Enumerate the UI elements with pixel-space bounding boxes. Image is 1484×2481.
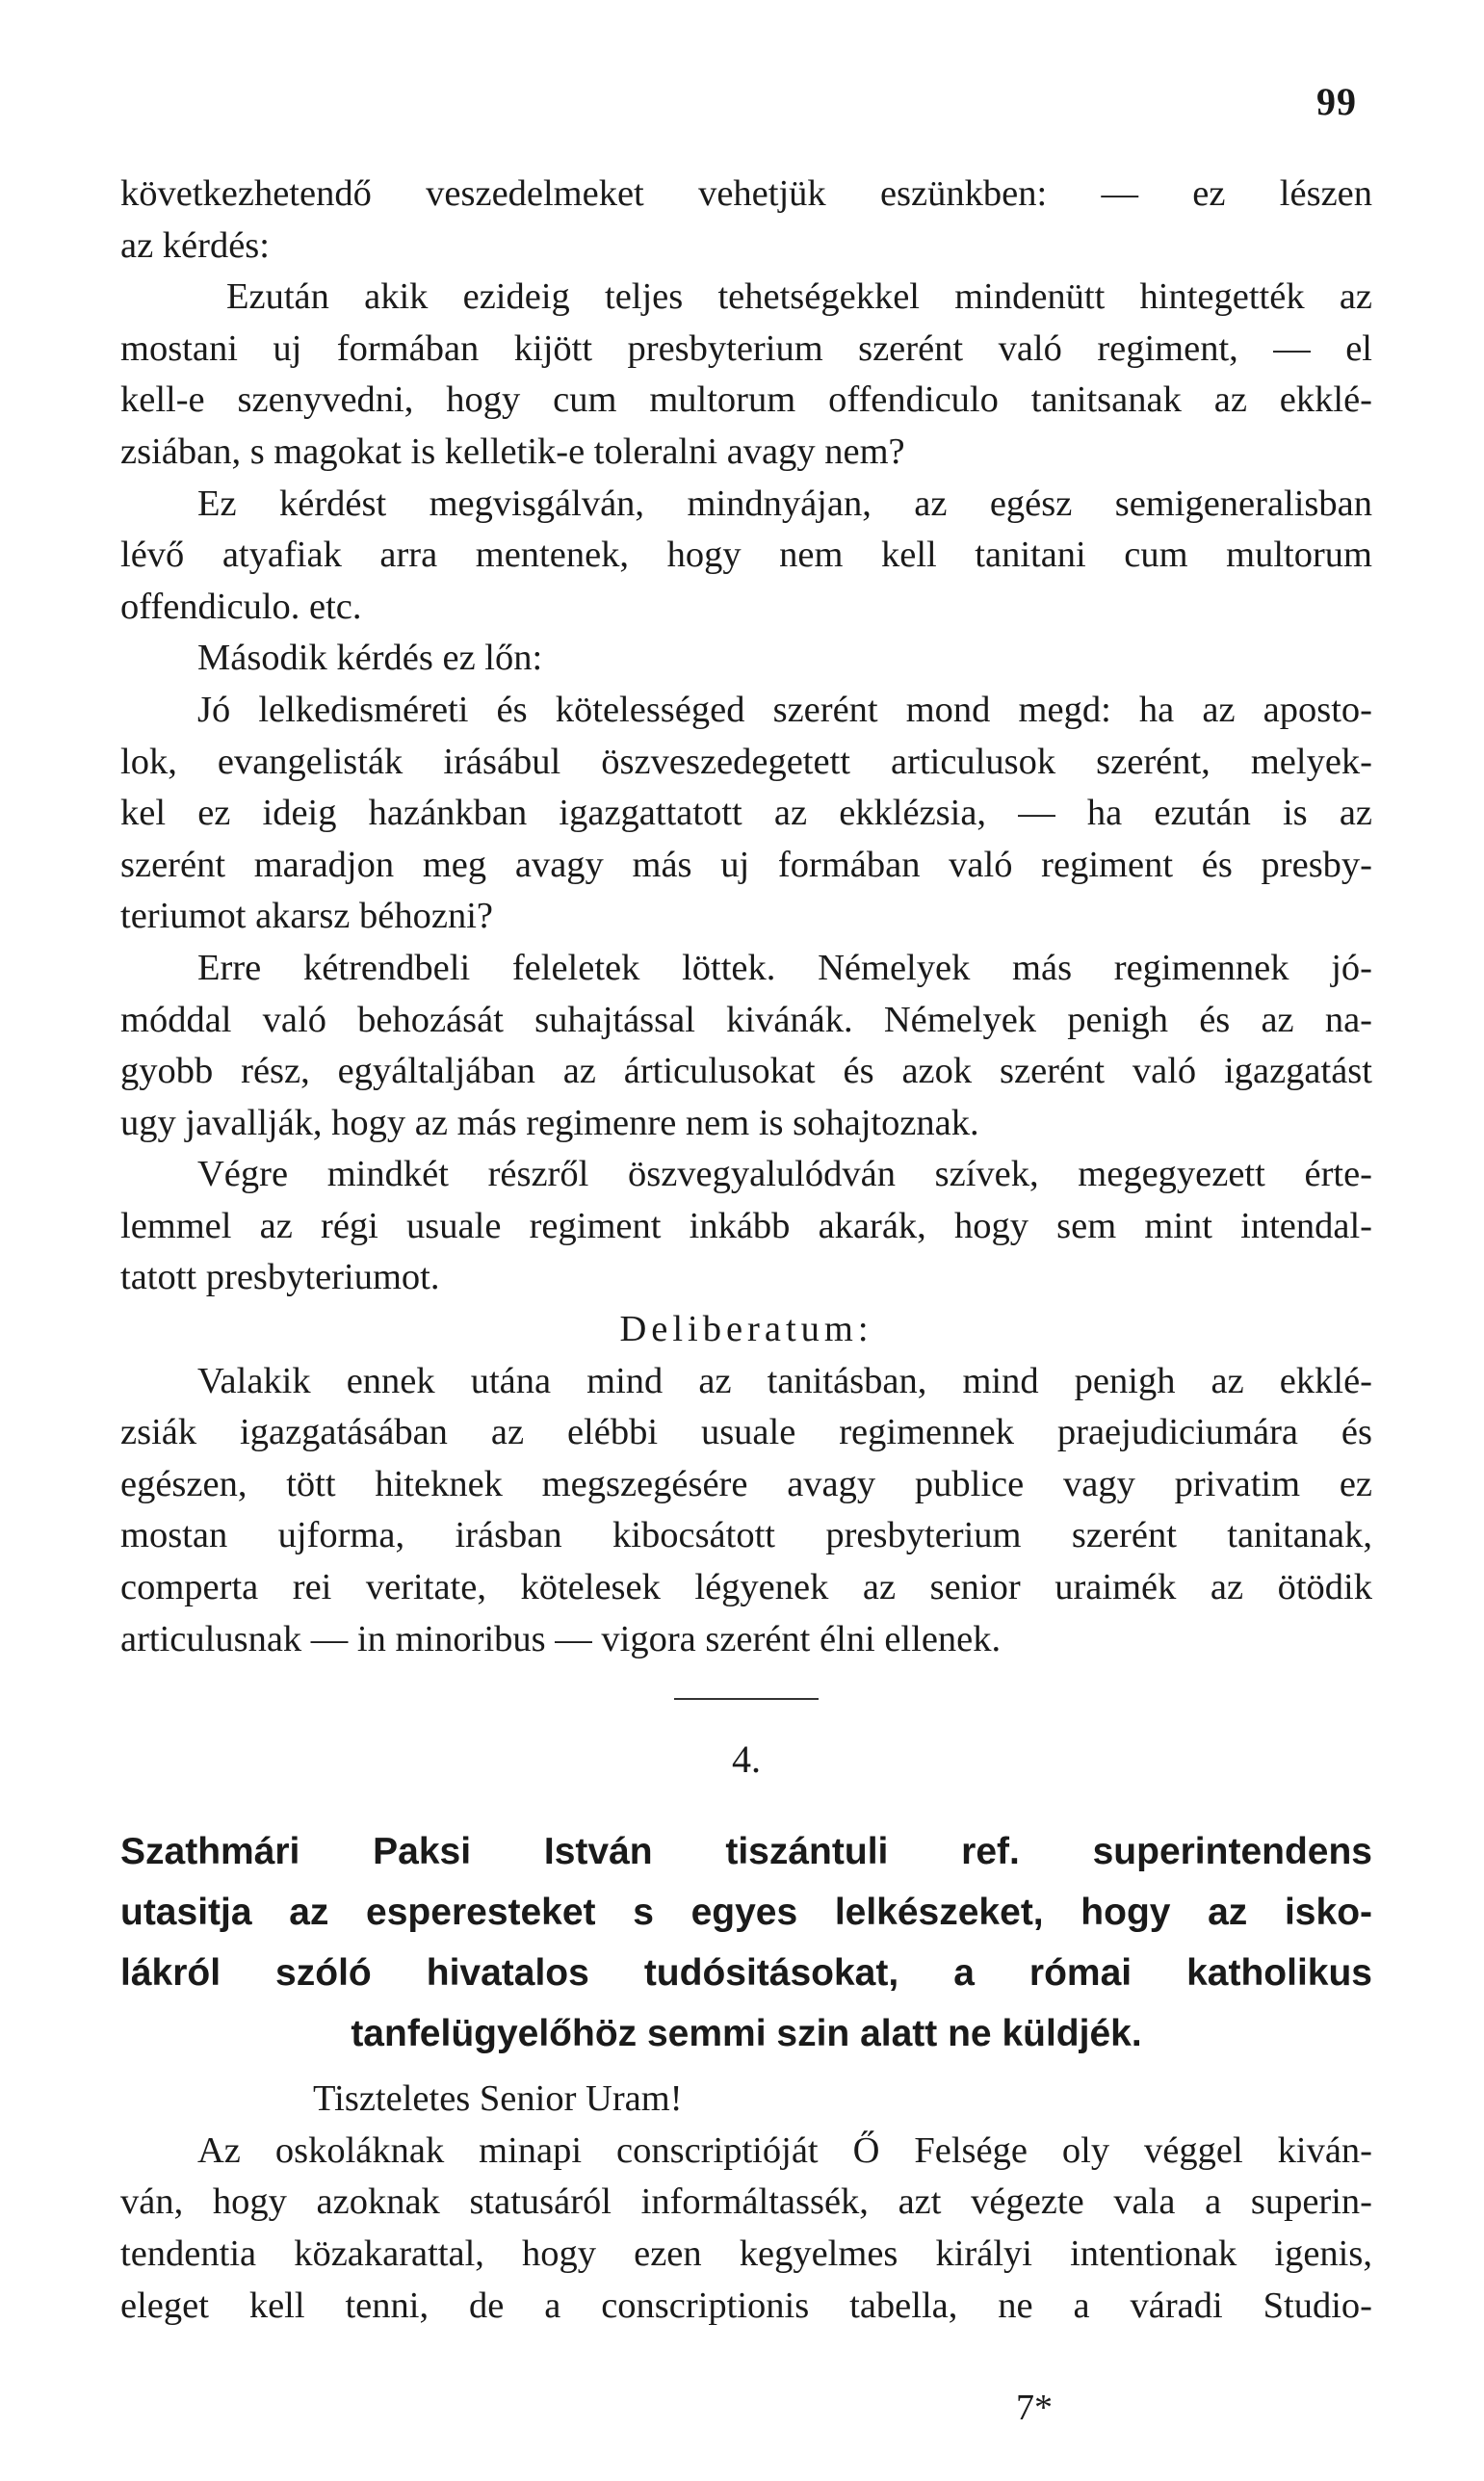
text-line: az kérdés: xyxy=(120,224,270,266)
text-line: kel ez ideig hazánkban igazgattatott az ekklézsia, — ha ezután is az xyxy=(120,793,1372,834)
text-line: szerént maradjon meg avagy más uj formában való regiment és presby- xyxy=(120,844,1372,885)
paragraph-second-question xyxy=(120,685,1372,943)
text-line: zsiában, s magokat is kelletik-e toleralni avagy nem? xyxy=(120,431,905,472)
paragraph-first-question xyxy=(120,272,1372,478)
section-number: 4. xyxy=(732,1737,761,1782)
text-line: Jó lelkedisméreti és kötelességed szerént mond megd: ha az aposto- xyxy=(197,689,1372,730)
text-line: mostan ujforma, irásban kibocsátott presbyterium szerént tanitanak, xyxy=(120,1515,1372,1556)
text-line: mostani uj formában kijött presbyterium szerént való regiment, — el xyxy=(120,327,1372,369)
text-line: eleget kell tenni, de a conscriptionis tabella, ne a váradi Studio- xyxy=(120,2285,1372,2326)
text-line: Ezután akik ezideig teljes tehetségekkel mindenütt hintegették az xyxy=(226,276,1372,318)
text-line: comperta rei veritate, kötelesek légyenek az senior uraimék az ötödik xyxy=(120,1567,1372,1608)
text-line: ugy javallják, hogy az más regimenre nem is sohajtoznak. xyxy=(120,1102,979,1143)
heading-line: tanfelügyelőhöz semmi szin alatt ne küldjék. xyxy=(351,2013,1142,2055)
text-line: gyobb rész, egyáltaljában az árticulusokat és azok szerént való igazgatást xyxy=(120,1051,1372,1092)
second-question-label: Második kérdés ez lőn: xyxy=(197,638,543,679)
signature-mark: 7* xyxy=(1016,2388,1053,2428)
text-line: teriumot akarsz béhozni? xyxy=(120,896,493,937)
paragraph-agreement xyxy=(120,1149,1372,1304)
paragraph-deliberatum xyxy=(120,1356,1372,1666)
paragraph-letter xyxy=(120,2126,1372,2332)
heading-line: Szathmári Paksi István tiszántuli ref. superintendens xyxy=(120,1831,1372,1873)
text-line: kell-e szenyvedni, hogy cum multorum offendiculo tanitsanak az ekklé- xyxy=(120,379,1372,421)
text-line: zsiák igazgatásában az elébbi usuale regimennek praejudiciumára és xyxy=(120,1412,1372,1453)
paragraph-intro xyxy=(120,169,1372,272)
page-number: 99 xyxy=(1316,80,1357,123)
text-line: tendentia közakarattal, hogy ezen kegyelmes királyi intentionak igenis, xyxy=(120,2233,1372,2274)
text-line: Az oskoláknak minapi conscriptióját Ő Felsége oly véggel kiván- xyxy=(197,2129,1372,2171)
text-line: Végre mindkét részről öszvegyalulódván szívek, megegyezett érte- xyxy=(197,1154,1372,1195)
text-line: tatott presbyteriumot. xyxy=(120,1257,440,1298)
text-line: offendiculo. etc. xyxy=(120,586,362,627)
salutation: Tiszteletes Senior Uram! xyxy=(313,2078,683,2120)
section-divider xyxy=(674,1698,819,1700)
text-line: Valakik ennek utána mind az tanitásban, mind penigh az ekklé- xyxy=(197,1360,1372,1401)
text-line: lévő atyafiak arra mentenek, hogy nem kell tanitani cum multorum xyxy=(120,535,1372,576)
text-line: következhetendő veszedelmeket vehetjük eszünkben: — ez lészen xyxy=(120,173,1372,214)
paragraph-replies xyxy=(120,943,1372,1149)
deliberatum-heading: Deliberatum: xyxy=(619,1309,873,1350)
section-heading xyxy=(120,1821,1372,2064)
text-line: egészen, tött hiteknek megszegésére avagy publice vagy privatim ez xyxy=(120,1463,1372,1504)
text-line: móddal való behozását suhajtással kivánák. Némelyek penigh és az na- xyxy=(120,999,1372,1040)
text-line: lemmel az régi usuale regiment inkább akarák, hogy sem mint intendal- xyxy=(120,1205,1372,1246)
paragraph-answer xyxy=(120,479,1372,634)
heading-line: utasitja az esperesteket s egyes lelkészeket, hogy az isko- xyxy=(120,1892,1372,1934)
text-line: Ez kérdést megvisgálván, mindnyájan, az egész semigeneralisban xyxy=(197,483,1372,524)
heading-line: lákról szóló hivatalos tudósitásokat, a római katholikus xyxy=(120,1952,1372,1995)
text-line: articulusnak — in minoribus — vigora szerént élni ellenek. xyxy=(120,1618,1002,1659)
text-line: Erre kétrendbeli feleletek löttek. Némelyek más regimennek jó- xyxy=(197,947,1372,988)
text-line: ván, hogy azoknak statusáról informáltassék, azt végezte vala a superin- xyxy=(120,2181,1372,2223)
page-text xyxy=(120,169,1372,2332)
text-line: lok, evangelisták irásábul öszveszedegetett articulusok szerént, melyek- xyxy=(120,741,1372,782)
